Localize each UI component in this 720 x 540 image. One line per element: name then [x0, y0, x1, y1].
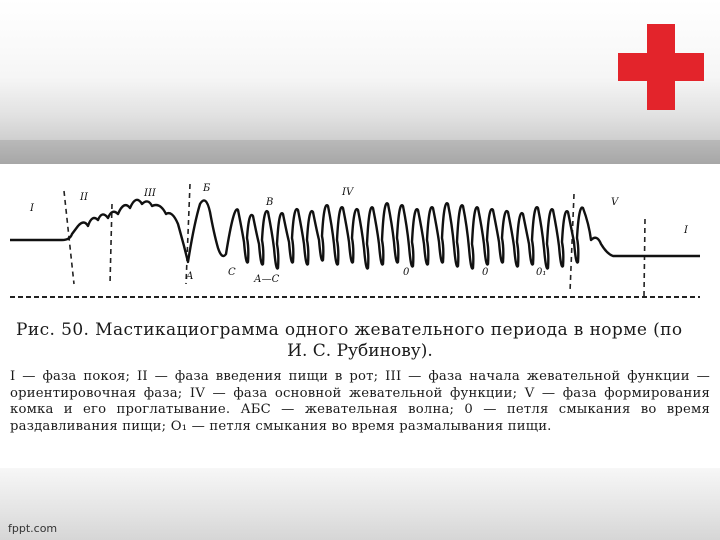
- caption-line-1: Рис. 50. Мастикациограмма одного жевательного периода в норме (по: [16, 320, 683, 340]
- site-watermark: fppt.com: [8, 522, 58, 535]
- phase-divider: [644, 219, 645, 296]
- wave-label-A: А: [186, 271, 194, 282]
- phase-label-IV: IV: [342, 187, 354, 198]
- figure-caption: [0, 320, 720, 362]
- phase-label-III: III: [144, 188, 156, 199]
- loop-label-0b: 0: [482, 267, 489, 278]
- phase-divider: [186, 184, 190, 284]
- red-cross-icon: [618, 24, 704, 110]
- wave-label-AC: А—С: [254, 274, 280, 285]
- header-divider-bar: [0, 140, 720, 164]
- wave-label-C: С: [228, 267, 236, 278]
- caption-line-2: И. С. Рубинову).: [287, 341, 433, 361]
- loop-label-0a: 0: [403, 267, 410, 278]
- masticatiogram-curve: [10, 200, 700, 269]
- phase-label-II: II: [80, 192, 88, 203]
- slide-footer-band: [0, 468, 720, 540]
- phase-label-I-end: I: [684, 225, 688, 236]
- phase-divider: [110, 204, 112, 284]
- slide-header-band: [0, 0, 720, 140]
- phase-label-V-roman: V: [611, 197, 619, 208]
- phase-label-V: В: [266, 197, 274, 208]
- masticatiogram-figure: [0, 164, 720, 468]
- figure-legend: I — фаза покоя; II — фаза введения пищи в рот; III — фаза начала жевательной функции — ориентировочная фаза; IV — фаза основной жевательной функции; V — фаза формирования комка и его проглатывание. АБС — жевательная волна; 0 — петля смыкания во время раздавливания пищи; O₁ — петля смыкания во время размалывания пищи.: [10, 369, 710, 434]
- phase-label-I: I: [30, 203, 34, 214]
- phase-label-B: Б: [203, 183, 211, 194]
- loop-label-01: 0₁: [536, 267, 547, 278]
